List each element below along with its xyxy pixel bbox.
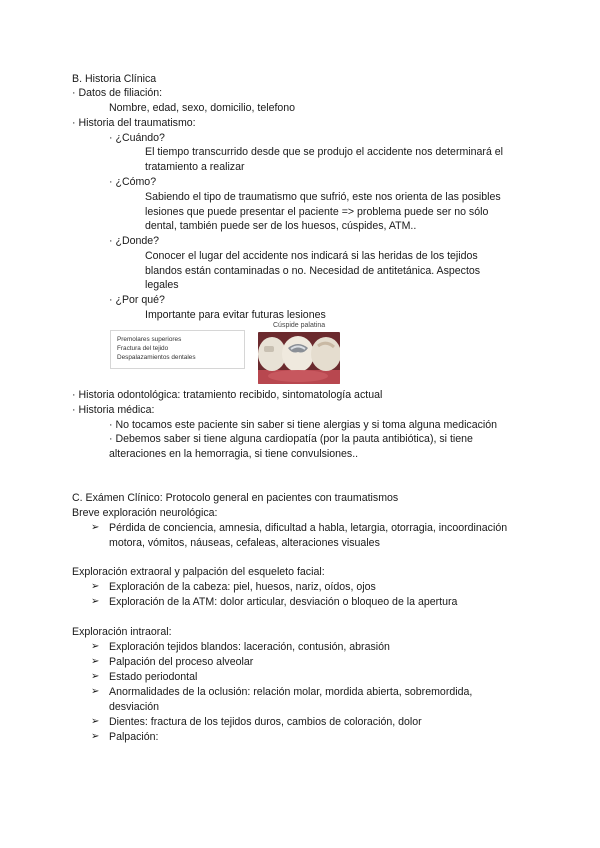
intraoral-item: Palpación del proceso alveolar [109,656,254,668]
intraoral-item: Dientes: fractura de los tejidos duros, cambios de coloración, dolor [109,716,422,728]
neuro-item-cont: motora, vómitos, náuseas, cefaleas, alteraciones visuales [109,537,380,549]
figure-label-box [110,330,245,369]
intraoral-item: Estado periodontal [109,671,198,683]
historia-medica-item-cont: alteraciones en la hemorragia, si tiene convulsiones.. [109,448,359,460]
figure-label-line: Despalazamientos dentales [117,354,196,361]
como-answer-line: lesiones que puede presentar el paciente => problema puede ser no sólo [145,206,489,218]
neuro-label: Breve exploración neurológica: [72,507,218,519]
historia-medica-item: · No tocamos este paciente sin saber si tiene alergias y si toma alguna medicación [109,419,498,431]
cuando-answer-line: El tiempo transcurrido desde que se produjo el accidente nos determinará el [145,146,504,158]
extraoral-label: Exploración extraoral y palpación del esqueleto facial: [72,566,325,578]
cuando-question: · ¿Cuándo? [109,132,165,144]
como-answer-line: Sabiendo el tipo de traumatismo que sufrió, este nos orienta de las posibles [145,191,501,203]
photo-caption: Cúspide palatina [273,322,326,329]
dental-photo [258,332,340,384]
neuro-item: Pérdida de conciencia, amnesia, dificultad a habla, letargia, otorragia, incoordinación [109,522,508,534]
extraoral-item: Exploración de la cabeza: piel, huesos, nariz, oídos, ojos [109,581,376,593]
como-answer-line: dental, también puede ser de los huesos, cúspides, ATM.. [145,220,417,232]
intraoral-item: Anormalidades de la oclusión: relación molar, mordida abierta, sobremordida, [109,686,473,698]
historia-odontologica: · Historia odontológica: tratamiento recibido, sintomatología actual [72,389,383,401]
extraoral-item: Exploración de la ATM: dolor articular, desviación o bloqueo de la apertura [109,596,458,608]
arrow-bullet-icon: ➢ [91,731,100,742]
donde-answer-line: blandos están contaminadas o no. Necesidad de antitetánica. Aspectos [145,265,481,277]
dental-photo-image [258,332,340,384]
intraoral-item-cont: desviación [109,701,160,713]
arrow-bullet-icon: ➢ [91,581,100,592]
donde-answer-line: Conocer el lugar del accidente nos indicará si las heridas de los tejidos [145,250,478,262]
traumatismo-label: · Historia del traumatismo: [72,117,196,129]
arrow-bullet-icon: ➢ [91,656,100,667]
section-b-heading: B. Historia Clínica [72,73,157,85]
porque-question: · ¿Por qué? [109,294,165,306]
intraoral-item: Palpación: [109,731,159,743]
donde-answer-line: legales [145,279,179,291]
arrow-bullet-icon: ➢ [91,641,100,652]
figure-label-line: Premolares superiores [117,336,182,343]
filiacion-label: · Datos de filiación: [72,87,163,99]
como-question: · ¿Cómo? [109,176,157,188]
porque-answer: Importante para evitar futuras lesiones [145,309,326,321]
intraoral-label: Exploración intraoral: [72,626,172,638]
arrow-bullet-icon: ➢ [91,671,100,682]
section-c-heading: C. Exámen Clínico: Protocolo general en pacientes con traumatismos [72,492,399,504]
arrow-bullet-icon: ➢ [91,686,100,697]
filiacion-detail: Nombre, edad, sexo, domicilio, telefono [109,102,296,114]
arrow-bullet-icon: ➢ [91,716,100,727]
figure-label-line: Fractura del tejido [117,345,169,352]
historia-medica-label: · Historia médica: [72,404,155,416]
intraoral-item: Exploración tejidos blandos: laceración, contusión, abrasión [109,641,390,653]
historia-medica-item: · Debemos saber si tiene alguna cardiopatía (por la pauta antibiótica), si tiene [109,433,473,445]
cuando-answer-line: tratamiento a realizar [145,161,245,173]
arrow-bullet-icon: ➢ [91,522,100,533]
donde-question: · ¿Donde? [109,235,160,247]
arrow-bullet-icon: ➢ [91,596,100,607]
